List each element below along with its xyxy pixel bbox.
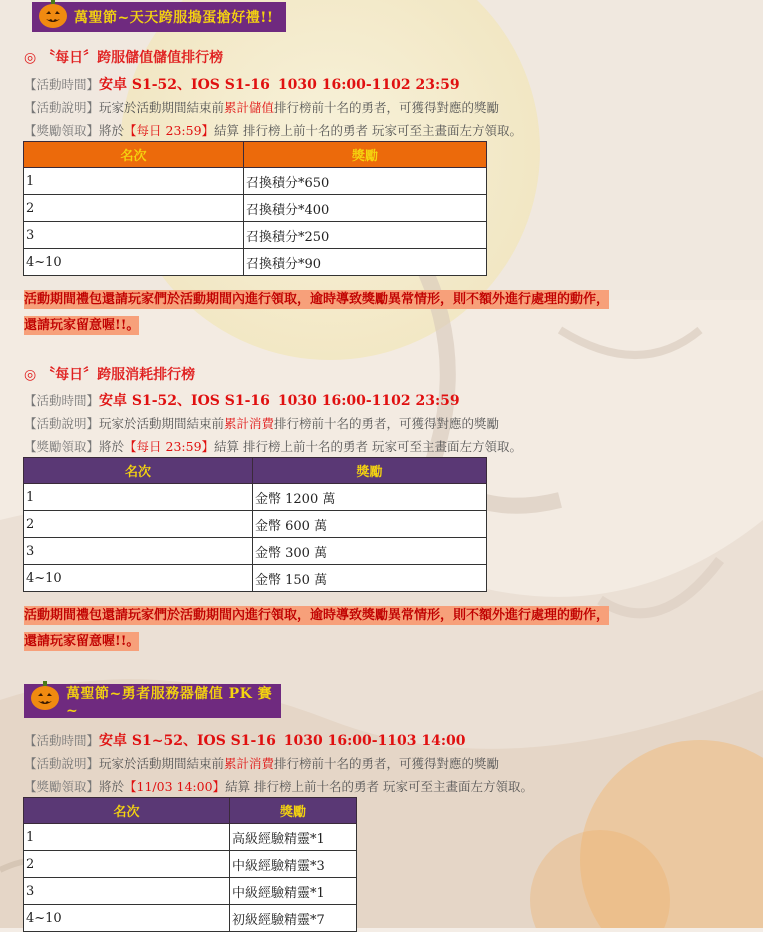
reward-cell: 高級經驗精靈*1 xyxy=(230,824,357,851)
column-header-reward: 獎勵 xyxy=(230,798,357,824)
notice-text: 活動期間禮包還請玩家們於活動期間內進行領取，逾時導致獎勵異常情形，則不額外進行處理的動作， xyxy=(24,608,610,623)
table-row xyxy=(24,195,487,222)
banner-daily-event xyxy=(32,2,286,32)
rank-cell: 1 xyxy=(24,824,230,851)
rank-cell: 4~10 xyxy=(24,565,253,592)
rank-cell: 2 xyxy=(24,195,244,222)
reward-table xyxy=(23,797,357,932)
column-header-rank: 名次 xyxy=(24,458,253,484)
time-platforms: 安卓 S1-52、IOS S1-16 xyxy=(99,77,270,93)
claim-text: 結算 排行榜上前十名的勇者 玩家可至主畫面左方領取。 xyxy=(225,779,534,794)
desc-text: 排行榜前十名的勇者，可獲得對應的獎勵 xyxy=(274,416,500,431)
desc-text: 排行榜前十名的勇者，可獲得對應的獎勵 xyxy=(274,100,500,115)
reward-table xyxy=(23,141,487,276)
time-platforms: 安卓 S1-52、IOS S1-16 xyxy=(99,393,270,409)
event-description-line xyxy=(24,98,499,116)
section-title: ◎ 〝每日〞跨服消耗排行榜 xyxy=(24,367,196,383)
reward-cell: 召換積分*650 xyxy=(244,168,487,195)
rank-cell: 3 xyxy=(24,538,253,565)
table-row xyxy=(24,824,357,851)
table-row xyxy=(24,168,487,195)
reward-claim-line xyxy=(24,121,522,139)
table-row xyxy=(24,222,487,249)
rank-cell: 4~10 xyxy=(24,249,244,276)
desc-label: 【活動說明】 xyxy=(24,756,100,771)
pumpkin-icon xyxy=(28,678,62,712)
notice-text: 還請玩家留意喔!!。 xyxy=(24,634,140,649)
table-row xyxy=(24,565,487,592)
claim-text: 結算 排行榜上前十名的勇者 玩家可至主畫面左方領取。 xyxy=(214,439,522,454)
reward-cell: 金幣 600 萬 xyxy=(253,511,487,538)
desc-highlight: 累計消費 xyxy=(224,416,275,431)
column-header-reward: 獎勵 xyxy=(244,142,487,168)
rank-cell: 1 xyxy=(24,168,244,195)
table-row xyxy=(24,878,357,905)
desc-text: 排行榜前十名的勇者，可獲得對應的獎勵 xyxy=(274,756,500,771)
rank-cell: 3 xyxy=(24,878,230,905)
claim-text: 結算 排行榜上前十名的勇者 玩家可至主畫面左方領取。 xyxy=(214,123,522,138)
desc-text: 玩家於活動期間結束前 xyxy=(99,100,225,115)
reward-cell: 金幣 150 萬 xyxy=(253,565,487,592)
reward-cell: 金幣 1200 萬 xyxy=(253,484,487,511)
table-row xyxy=(24,538,487,565)
reward-cell: 中級經驗精靈*3 xyxy=(230,851,357,878)
banner-title: 萬聖節~天天跨服搗蛋搶好禮!! xyxy=(74,10,274,26)
desc-highlight: 累計消費 xyxy=(224,756,275,771)
event-description-line xyxy=(24,414,499,432)
claim-label: 【獎勵領取】 xyxy=(24,123,100,138)
rank-cell: 4~10 xyxy=(24,905,230,932)
notice-text: 活動期間禮包還請玩家們於活動期間內進行領取，逾時導致獎勵異常情形，則不額外進行處理的動作， xyxy=(24,292,610,307)
banner-title: 萬聖節~勇者服務器儲值 PK 賽~ xyxy=(66,686,273,719)
reward-claim-line xyxy=(24,437,522,455)
reward-cell: 召換積分*400 xyxy=(244,195,487,222)
desc-highlight: 累計儲值 xyxy=(224,100,275,115)
event-time-line xyxy=(24,390,460,410)
reward-cell: 初級經驗精靈*7 xyxy=(230,905,357,932)
reward-cell: 召換積分*90 xyxy=(244,249,487,276)
event-description-line xyxy=(24,754,499,772)
event-time-line xyxy=(24,74,460,94)
table-row xyxy=(24,249,487,276)
table-row xyxy=(24,851,357,878)
desc-label: 【活動說明】 xyxy=(24,100,100,115)
claim-label: 【獎勵領取】 xyxy=(24,779,100,794)
pumpkin-icon xyxy=(36,0,70,30)
notice-text: 還請玩家留意喔!!。 xyxy=(24,318,140,333)
time-label: 【活動時間】 xyxy=(24,393,100,408)
time-range: 1030 16:00-1102 23:59 xyxy=(277,77,460,93)
section-title: ◎ 〝每日〞跨服儲值儲值排行榜 xyxy=(24,50,224,66)
column-header-reward: 獎勵 xyxy=(253,458,487,484)
table-row xyxy=(24,484,487,511)
desc-text: 玩家於活動期間結束前 xyxy=(99,416,225,431)
claim-text: 將於 xyxy=(99,439,125,454)
rank-cell: 1 xyxy=(24,484,253,511)
time-platforms: 安卓 S1~52、IOS S1-16 xyxy=(99,733,276,749)
desc-label: 【活動說明】 xyxy=(24,416,100,431)
claim-label: 【獎勵領取】 xyxy=(24,439,100,454)
rank-cell: 2 xyxy=(24,511,253,538)
rank-cell: 2 xyxy=(24,851,230,878)
claim-highlight: 【每日 23:59】 xyxy=(124,123,215,138)
column-header-rank: 名次 xyxy=(24,142,244,168)
notice-block xyxy=(24,287,609,339)
desc-text: 玩家於活動期間結束前 xyxy=(99,756,225,771)
reward-claim-line xyxy=(24,777,533,795)
time-label: 【活動時間】 xyxy=(24,733,100,748)
reward-cell: 金幣 300 萬 xyxy=(253,538,487,565)
reward-cell: 中級經驗精靈*1 xyxy=(230,878,357,905)
event-time-line xyxy=(24,730,466,750)
table-row xyxy=(24,905,357,932)
notice-block xyxy=(24,603,609,655)
claim-text: 將於 xyxy=(99,123,125,138)
time-range: 1030 16:00-1103 14:00 xyxy=(283,733,466,749)
claim-highlight: 【每日 23:59】 xyxy=(124,439,215,454)
banner-pk-event xyxy=(24,684,281,718)
table-row xyxy=(24,511,487,538)
claim-highlight: 【11/03 14:00】 xyxy=(124,779,226,794)
time-label: 【活動時間】 xyxy=(24,77,100,92)
claim-text: 將於 xyxy=(99,779,125,794)
column-header-rank: 名次 xyxy=(24,798,230,824)
time-range: 1030 16:00-1102 23:59 xyxy=(277,393,460,409)
reward-table xyxy=(23,457,487,592)
rank-cell: 3 xyxy=(24,222,244,249)
reward-cell: 召換積分*250 xyxy=(244,222,487,249)
